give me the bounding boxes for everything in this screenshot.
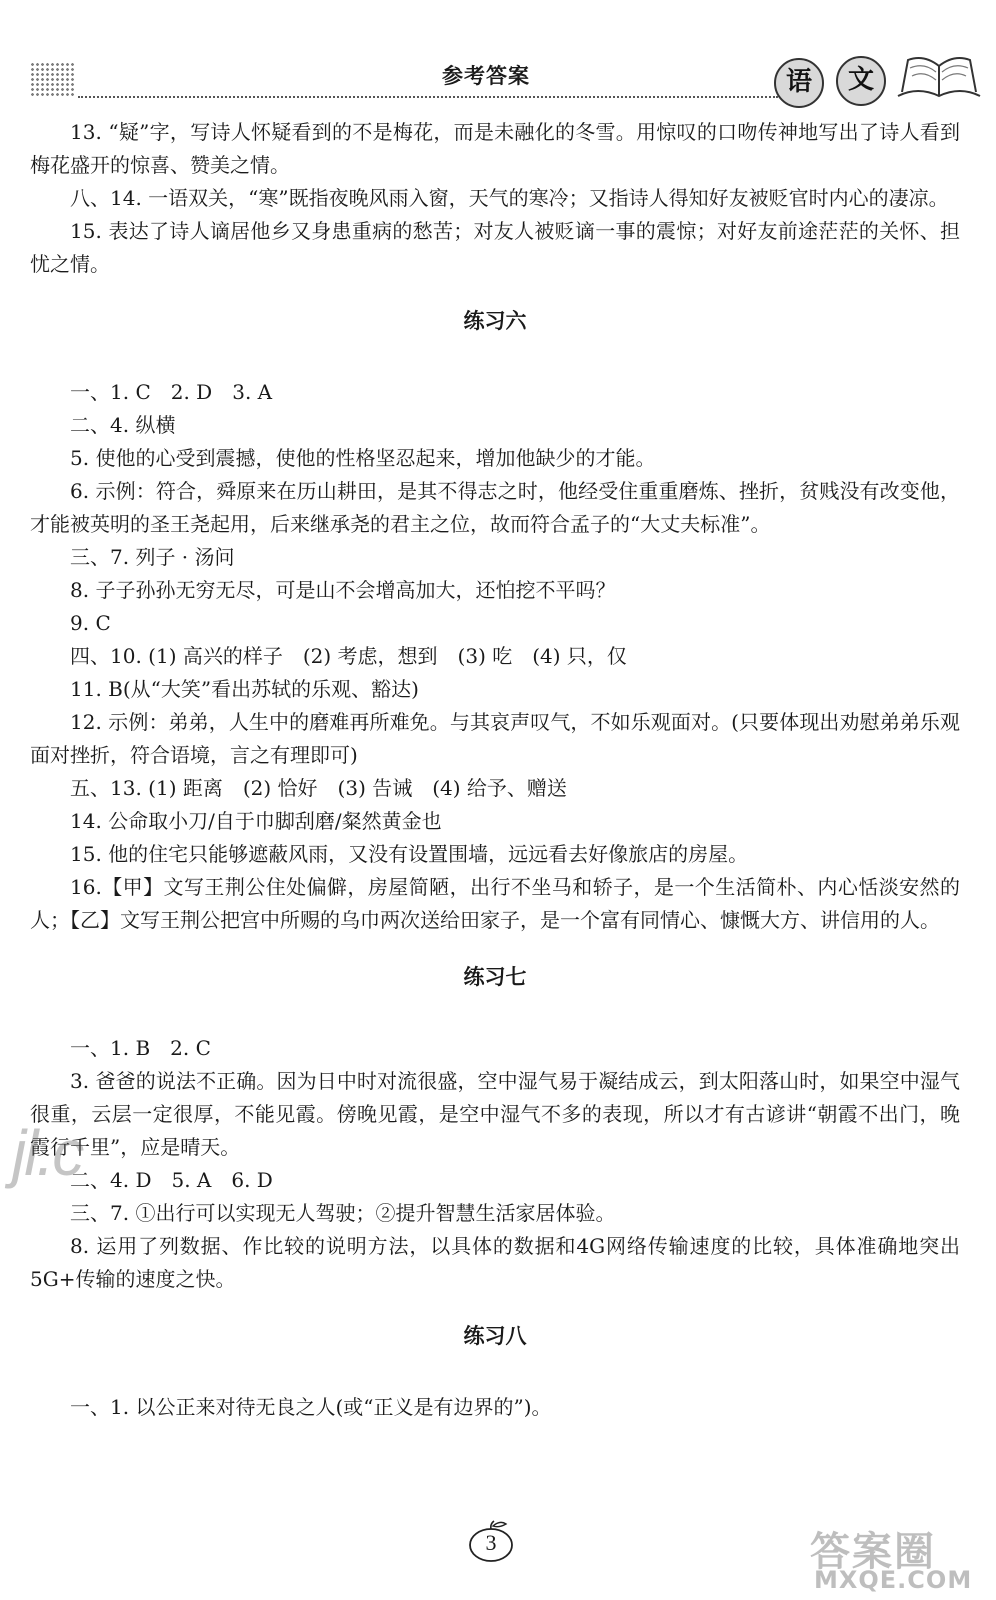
section-exercise-7 [30,1032,960,1296]
answer-paragraph: 八、14. 一语双关，“寒”既指夜晚风雨入窗，天气的寒冷；又指诗人得知好友被贬官时内心的凄凉。 [70,186,949,210]
section-exercise-6 [30,376,960,937]
answer-paragraph: 6. 示例：符合，舜原来在历山耕田，是其不得志之时，他经受住重重磨炼、挫折，贫贱没有改变他，才能被英明的圣王尧起用，后来继承尧的君主之位，故而符合孟子的“大丈夫标准”。 [30,479,960,536]
page-header [22,52,982,112]
answer-paragraph: 5. 使他的心受到震撼，使他的性格坚忍起来，增加他缺少的才能。 [70,446,656,470]
answer-paragraph: 12. 示例：弟弟，人生中的磨难再所难免。与其哀声叹气，不如乐观面对。(只要体现出劝慰弟弟乐观面对挫折，符合语境，言之有理即可) [30,710,960,767]
header-title: 参考答案 [442,63,530,88]
watermark-left: jl.c [12,1117,83,1189]
answer-paragraph: 8. 运用了列数据、作比较的说明方法，以具体的数据和4G网络传输速度的比较，具体准确地突出5G+传输的速度之快。 [30,1234,960,1291]
answer-paragraph: 15. 表达了诗人谪居他乡又身患重病的愁苦；对友人被贬谪一事的震惊；对好友前途茫茫的关怀、担忧之情。 [30,219,960,276]
answer-paragraph: 一、1. 以公正来对待无良之人(或“正义是有边界的”)。 [70,1395,552,1419]
watermark-cn: 答案圈 [810,1529,936,1575]
answer-paragraph: 二、4. 纵横 [70,413,176,437]
answer-paragraph: 16.【甲】文写王荆公住处偏僻，房屋简陋，出行不坐马和轿子，是一个生活简朴、内心恬淡安然的人；【乙】文写王荆公把宫中所赐的乌巾两次送给田家子，是一个富有同情心、慷慨大方、讲信用的人。 [30,875,960,932]
section-exercise-8 [30,1391,960,1424]
section-heading-exercise-6: 练习六 [463,308,527,333]
header-dotted-rule [78,96,778,98]
answer-paragraph: 15. 他的住宅只能够遮蔽风雨，又没有设置围墙，远远看去好像旅店的房屋。 [70,842,749,866]
answer-paragraph: 11. B(从“大笑”看出苏轼的乐观、豁达) [70,677,419,701]
answer-paragraph: 8. 子子孙孙无穷无尽，可是山不会增高加大，还怕挖不平吗？ [70,578,616,602]
answer-paragraph: 一、1. B 2. C [70,1036,211,1060]
open-book-icon [894,52,984,104]
answer-paragraph: 3. 爸爸的说法不正确。因为日中时对流很盛，空中湿气易于凝结成云，到太阳落山时，如果空中湿气很重，云层一定很厚，不能见霞。傍晚见霞，是空中湿气不多的表现，所以才有古谚讲“朝霞不出门，晚霞行千里”，应是晴天。 [30,1069,960,1159]
answer-paragraph: 9. C [70,611,111,635]
answer-paragraph: 三、7. ①出行可以实现无人驾驶；②提升智慧生活家居体验。 [70,1201,616,1225]
section-heading-exercise-8: 练习八 [463,1323,527,1348]
header-dot-pattern [30,62,74,98]
answer-body [30,116,960,1424]
answer-paragraph: 三、7. 列子 · 汤问 [70,545,235,569]
answer-paragraph: 二、4. D 5. A 6. D [70,1168,273,1192]
answer-paragraph: 一、1. C 2. D 3. A [70,380,273,404]
subject-badge-wen: 文 [836,56,886,106]
page-number: 3 [485,1530,497,1555]
watermark-right [810,1520,990,1596]
subject-badge-yu: 语 [774,58,824,108]
section-heading-exercise-7: 练习七 [463,964,527,989]
page-number-badge [466,1520,516,1562]
answer-paragraph: 五、13. (1) 距离 (2) 恰好 (3) 告诫 (4) 给予、赠送 [70,776,567,800]
answer-paragraph: 13. “疑”字，写诗人怀疑看到的不是梅花，而是未融化的冬雪。用惊叹的口吻传神地写出了诗人看到梅花盛开的惊喜、赞美之情。 [30,120,960,177]
answer-paragraph: 四、10. (1) 高兴的样子 (2) 考虑，想到 (3) 吃 (4) 只，仅 [70,644,627,668]
answer-paragraph: 14. 公命取小刀/自于巾脚刮磨/粲然黄金也 [70,809,442,833]
section-continued [30,116,960,281]
watermark-en: MXQE.COM [814,1566,973,1594]
